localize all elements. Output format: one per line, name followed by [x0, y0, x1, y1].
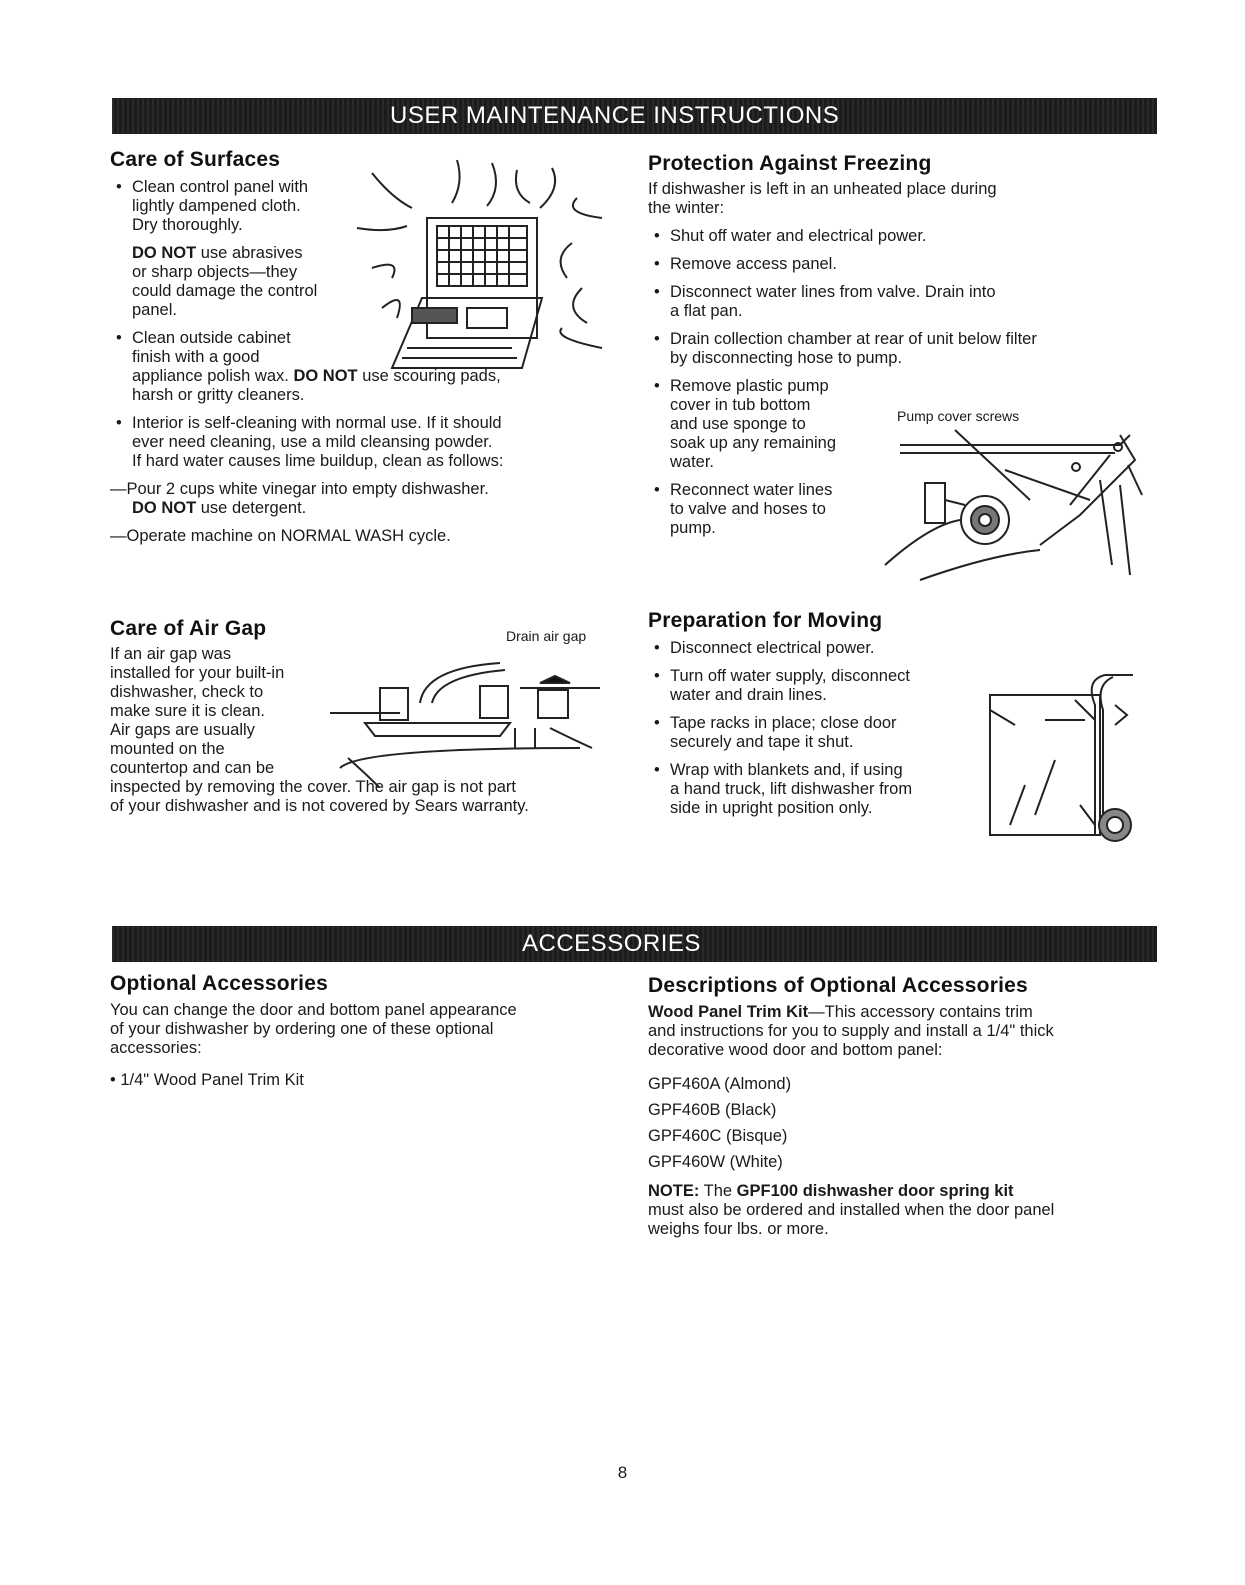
pump-cover-screws-caption: Pump cover screws	[897, 408, 1020, 424]
text-line: or sharp objects—they	[132, 263, 298, 281]
text-line: installed for your built-in	[110, 664, 285, 682]
text-line: • Clean outside cabinet	[132, 329, 291, 347]
do-not-label: DO NOT	[132, 244, 197, 262]
pump-cover-illustration	[880, 425, 1145, 585]
surfaces-bullet-3	[110, 414, 600, 471]
optional-accessories-heading: Optional Accessories	[110, 972, 328, 995]
text-line: a hand truck, lift dishwasher from	[670, 780, 913, 798]
protection-against-freezing-heading: Protection Against Freezing	[648, 152, 932, 175]
text-line: Dry thoroughly.	[132, 216, 243, 234]
text-line: accessories:	[110, 1039, 202, 1057]
model-item: GPF460B (Black)	[648, 1101, 777, 1119]
do-not-label: DO NOT	[293, 367, 358, 385]
surfaces-dash-2: —Operate machine on NORMAL WASH cycle.	[110, 527, 451, 545]
text-line: cover in tub bottom	[670, 396, 811, 414]
text-line: • Reconnect water lines	[670, 481, 833, 499]
text-line: You can change the door and bottom panel appearance	[110, 1001, 517, 1019]
maintenance-banner	[112, 98, 1157, 134]
text-line: make sure it is clean.	[110, 702, 265, 720]
text-line: The	[699, 1182, 737, 1200]
text-line: harsh or gritty cleaners.	[132, 386, 305, 404]
text-line: dishwasher, check to	[110, 683, 264, 701]
text-line: water.	[670, 453, 715, 471]
text-line: • Turn off water supply, disconnect	[670, 667, 910, 685]
model-item: GPF460C (Bisque)	[648, 1127, 788, 1145]
text-line: finish with a good	[132, 348, 260, 366]
text-line: a flat pan.	[670, 302, 743, 320]
kit-name: Wood Panel Trim Kit	[648, 1003, 809, 1021]
care-of-air-gap-heading: Care of Air Gap	[110, 617, 267, 640]
faucet-air-gap-illustration	[320, 648, 610, 788]
care-of-surfaces-heading: Care of Surfaces	[110, 148, 281, 171]
text-line: use detergent.	[196, 499, 307, 517]
text-line: If dishwasher is left in an unheated place during	[648, 180, 997, 198]
text-line: Air gaps are usually	[110, 721, 255, 739]
text-line: • Drain collection chamber at rear of unit below filter	[670, 330, 1037, 348]
descriptions-section	[648, 974, 1178, 1239]
text-line: • Interior is self-cleaning with normal use. If it should	[132, 414, 502, 432]
maintenance-banner-title: USER MAINTENANCE INSTRUCTIONS	[390, 102, 840, 129]
dishwasher-illustration	[352, 158, 614, 388]
text-line: securely and tape it shut.	[670, 733, 854, 751]
text-line: ever need cleaning, use a mild cleansing powder.	[132, 433, 493, 451]
text-line: side in upright position only.	[670, 799, 873, 817]
text-line: of your dishwasher by ordering one of these optional	[110, 1020, 494, 1038]
surfaces-dash-1	[110, 480, 600, 518]
page-number: 8	[617, 1463, 628, 1482]
text-line: to valve and hoses to	[670, 500, 826, 518]
freezing-bullet-2: • Remove access panel.	[648, 255, 1168, 274]
accessories-banner-title: ACCESSORIES	[522, 930, 701, 957]
descriptions-heading: Descriptions of Optional Accessories	[648, 974, 1028, 997]
freezing-bullet-3	[648, 283, 1168, 321]
text-line: by disconnecting hose to pump.	[670, 349, 903, 367]
preparation-for-moving-heading: Preparation for Moving	[648, 609, 883, 632]
text-line: • Clean control panel with	[132, 178, 309, 196]
optional-accessories-section	[110, 972, 610, 1090]
text-line: appliance polish wax.	[132, 367, 294, 385]
moving-bullet-2	[648, 667, 978, 705]
text-line: use scouring pads,	[357, 367, 501, 385]
moving-bullet-1: • Disconnect electrical power.	[648, 639, 978, 658]
drain-air-gap-caption: Drain air gap	[506, 628, 587, 644]
text-line: use abrasives	[196, 244, 303, 262]
text-line: —This accessory contains trim	[808, 1003, 1033, 1021]
text-line: • Tape racks in place; close door	[670, 714, 897, 732]
moving-bullet-3	[648, 714, 978, 752]
freezing-bullet-4	[648, 330, 1168, 368]
text-line: lightly dampened cloth.	[132, 197, 301, 215]
accessories-banner	[112, 926, 1157, 962]
accessory-item: • 1/4" Wood Panel Trim Kit	[110, 1071, 304, 1089]
preparation-for-moving-section	[648, 609, 978, 818]
text-line: • Remove plastic pump	[670, 377, 829, 395]
kit-name: GPF100 dishwasher door spring kit	[736, 1182, 1014, 1200]
text-line: of your dishwasher and is not covered by Sears warranty.	[110, 797, 529, 815]
moving-bullet-4	[648, 761, 978, 818]
model-item: GPF460W (White)	[648, 1153, 783, 1171]
text-line: panel.	[132, 301, 177, 319]
text-line: If an air gap was	[110, 645, 232, 663]
hand-truck-illustration	[985, 665, 1135, 845]
text-line: • Disconnect water lines from valve. Drain into	[670, 283, 996, 301]
text-line: and instructions for you to supply and install a 1/4" thick	[648, 1022, 1054, 1040]
text-line: • Wrap with blankets and, if using	[670, 761, 903, 779]
text-line: could damage the control	[132, 282, 318, 300]
text-line: must also be ordered and installed when the door panel	[648, 1201, 1055, 1219]
do-not-label: DO NOT	[132, 499, 197, 517]
note-label: NOTE:	[648, 1182, 700, 1200]
text-line: —Pour 2 cups white vinegar into empty dishwasher.	[110, 480, 489, 498]
text-line: soak up any remaining	[670, 434, 837, 452]
text-line: water and drain lines.	[670, 686, 827, 704]
text-line: If hard water causes lime buildup, clean as follows:	[132, 452, 504, 470]
text-line: countertop and can be	[110, 759, 275, 777]
text-line: and use sponge to	[670, 415, 806, 433]
text-line: decorative wood door and bottom panel:	[648, 1041, 943, 1059]
text-line: the winter:	[648, 199, 725, 217]
freezing-bullet-1: • Shut off water and electrical power.	[648, 227, 1168, 246]
text-line: mounted on the	[110, 740, 225, 758]
text-line: weighs four lbs. or more.	[648, 1220, 829, 1238]
model-item: GPF460A (Almond)	[648, 1075, 792, 1093]
text-line: pump.	[670, 519, 716, 537]
text-line: inspected by removing the cover. The air gap is not part	[110, 778, 517, 796]
